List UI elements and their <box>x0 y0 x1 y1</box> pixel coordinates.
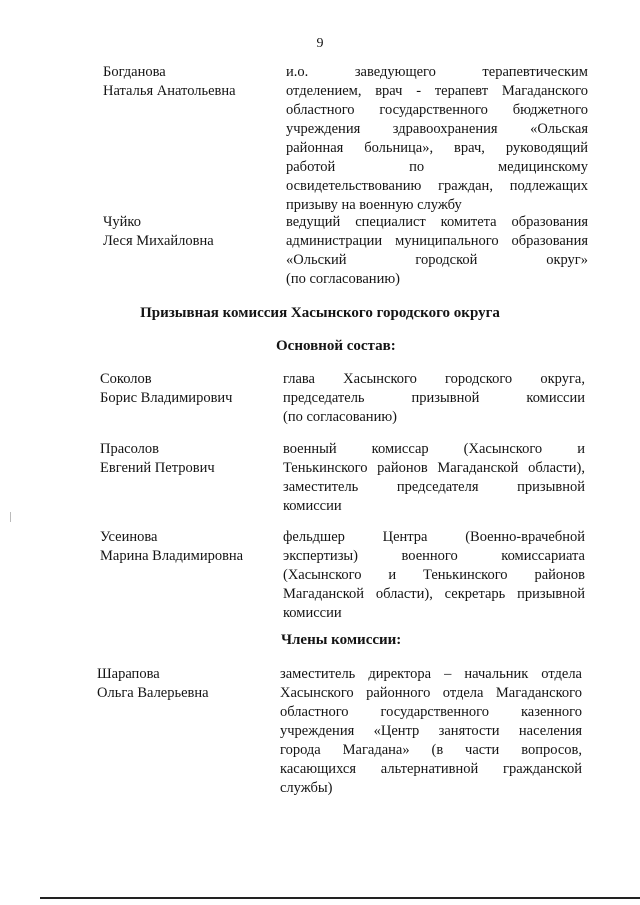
position-line: (Хасынского и Тенькинского районов <box>283 567 585 583</box>
person-given-names: Евгений Петрович <box>100 460 215 476</box>
person-position <box>283 440 585 516</box>
person-surname: Соколов <box>100 371 152 387</box>
position-line: Тенькинского районов Магаданской области), <box>283 460 585 476</box>
bottom-rule <box>40 897 640 899</box>
person-surname: Чуйко <box>103 214 141 230</box>
position-line: областного государственного казенного <box>280 704 582 720</box>
person-name <box>97 665 209 703</box>
position-line: (по согласованию) <box>283 409 397 425</box>
person-position <box>286 63 588 215</box>
position-line: военный комиссар (Хасынского и <box>283 441 585 457</box>
position-line: города Магадана» (в части вопросов, <box>280 742 582 758</box>
position-line: экспертизы) военного комиссариата <box>283 548 585 564</box>
position-line: Магаданской области), секретарь призывной <box>283 586 585 602</box>
person-given-names: Ольга Валерьевна <box>97 685 209 701</box>
person-name <box>103 63 236 101</box>
position-line: комиссии <box>283 605 342 621</box>
person-surname: Усеинова <box>100 529 158 545</box>
position-line: работой по медицинскому <box>286 159 588 175</box>
position-line: «Ольский городской округ» <box>286 252 588 268</box>
person-name <box>100 440 215 478</box>
person-position <box>280 665 582 798</box>
position-line: фельдшер Центра (Военно-врачебной <box>283 529 585 545</box>
page-number: 9 <box>316 36 324 51</box>
person-position <box>286 213 588 289</box>
position-line: службы) <box>280 780 333 796</box>
position-line: и.о. заведующего терапевтическим <box>286 64 588 80</box>
position-line: областного государственного бюджетного <box>286 102 588 118</box>
position-line: касающихся альтернативной гражданской <box>280 761 582 777</box>
person-position <box>283 528 585 623</box>
position-line: комиссии <box>283 498 342 514</box>
members-title: Члены комиссии: <box>281 632 402 648</box>
position-line: освидетельствованию граждан, подлежащих <box>286 178 588 194</box>
person-position <box>283 370 585 427</box>
position-line: заместитель директора – начальник отдела <box>280 666 582 682</box>
main-composition-title: Основной состав: <box>276 338 396 354</box>
person-name <box>100 528 243 566</box>
person-given-names: Леся Михайловна <box>103 233 214 249</box>
position-line: глава Хасынского городского округа, <box>283 371 585 387</box>
position-line: Хасынского районного отдела Магаданского <box>280 685 582 701</box>
person-surname: Шарапова <box>97 666 160 682</box>
person-given-names: Наталья Анатольевна <box>103 83 236 99</box>
person-name <box>103 213 214 251</box>
commission-title: Призывная комиссия Хасынского городского округа <box>140 305 500 321</box>
position-line: районная больница», врач, руководящий <box>286 140 588 156</box>
person-surname: Богданова <box>103 64 166 80</box>
position-line: (по согласованию) <box>286 271 400 287</box>
position-line: ведущий специалист комитета образования <box>286 214 588 230</box>
position-line: призыву на военную службу <box>286 197 462 213</box>
position-line: заместитель председателя призывной <box>283 479 585 495</box>
person-name <box>100 370 232 408</box>
position-line: председатель призывной комиссии <box>283 390 585 406</box>
position-line: администрации муниципального образования <box>286 233 588 249</box>
scan-mark <box>10 512 11 522</box>
position-line: учреждения «Центр занятости населения <box>280 723 582 739</box>
position-line: учреждения здравоохранения «Ольская <box>286 121 588 137</box>
person-given-names: Борис Владимирович <box>100 390 233 406</box>
person-surname: Прасолов <box>100 441 159 457</box>
position-line: отделением, врач - терапевт Магаданского <box>286 83 588 99</box>
person-given-names: Марина Владимировна <box>100 548 244 564</box>
